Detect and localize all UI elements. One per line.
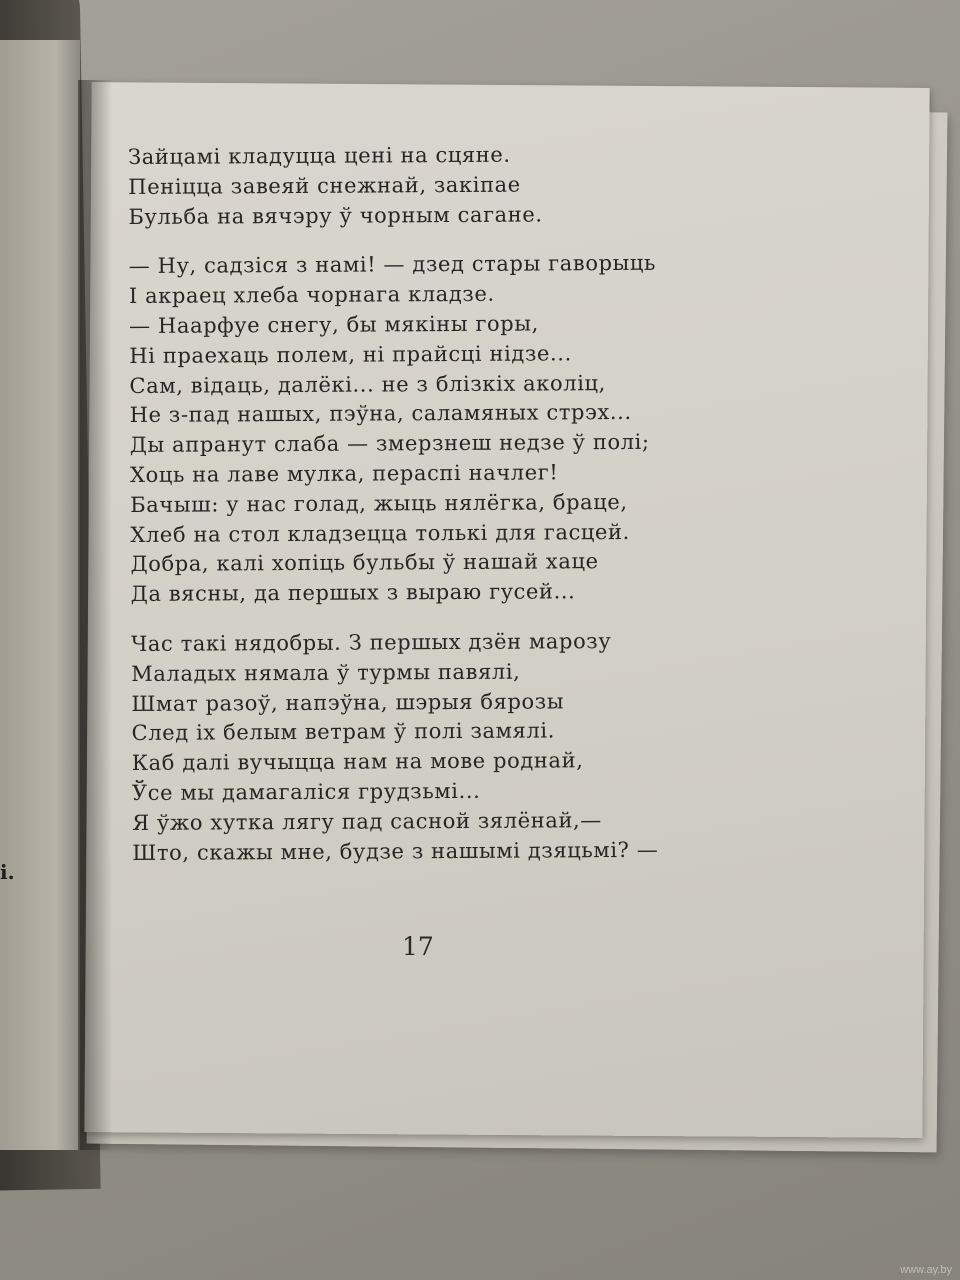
- poem-line: Бачыш: у нас голад, жыць нялёгка, браце,: [130, 489, 628, 517]
- watermark: www.ay.by: [900, 1264, 952, 1276]
- poem-line: Бульба на вячэру ў чорным сагане.: [128, 202, 543, 229]
- stanza-2: [129, 248, 891, 610]
- left-page: [0, 40, 80, 1150]
- poem-line: Ды апранут слаба — змерзнеш недзе ў полі;: [129, 429, 650, 458]
- poem-line: Не з-пад нашых, пэўна, саламяных стрэх...: [129, 400, 632, 428]
- poem-line: Хоць на лаве мулка, пераспі начлег!: [129, 460, 559, 487]
- spine-shadow: [78, 80, 112, 1150]
- poem-line: Хлеб на стол кладзецца толькі для гасцей.: [130, 519, 630, 547]
- poem-line: Каб далі вучыцца нам на мове роднай,: [131, 748, 584, 776]
- poem-line: Ўсе мы дамагаліся грудзьмі...: [131, 778, 481, 805]
- poem-line: Зайцамі кладуцца цені на сцяне.: [128, 142, 511, 169]
- poem-line: Шмат разоў, напэўна, шэрыя бярозы: [131, 688, 565, 716]
- stanza-3: [131, 625, 892, 868]
- left-page-text-fragment: і.: [0, 860, 15, 884]
- poem-line: Добра, калі хопіць бульбы ў нашай хаце: [130, 549, 599, 577]
- stanza-1: [128, 138, 889, 232]
- poem-line: І акраец хлеба чорнага кладзе.: [128, 281, 495, 309]
- poem-text: [128, 138, 893, 888]
- page-number: 17: [402, 932, 434, 961]
- poem-line: Час такі нядобры. З першых дзён марозу: [130, 629, 612, 656]
- poem-line: — Наарфуе снегу, бы мякіны горы,: [129, 311, 539, 338]
- poem-line: Сам, відаць, далёкі... не з блізкіх аколіц,: [129, 370, 606, 398]
- poem-line: Маладых нямала ў турмы павялі,: [131, 659, 521, 686]
- poem-line: Што, скажы мне, будзе з нашымі дзяцьмі? —: [132, 837, 659, 865]
- poem-line: — Ну, садзіся з намі! — дзед стары гаворыць: [128, 251, 657, 279]
- poem-line: Я ўжо хутка лягу пад сасной зялёнай,—: [132, 807, 602, 835]
- poem-line: Пеніцца завеяй снежнай, закіпае: [128, 172, 521, 199]
- poem-line: Ні праехаць полем, ні прайсці нідзе...: [129, 341, 572, 368]
- poem-line: Да вясны, да першых з выраю гусей...: [130, 579, 576, 607]
- poem-line: След іх белым ветрам ў полі замялі.: [131, 718, 556, 746]
